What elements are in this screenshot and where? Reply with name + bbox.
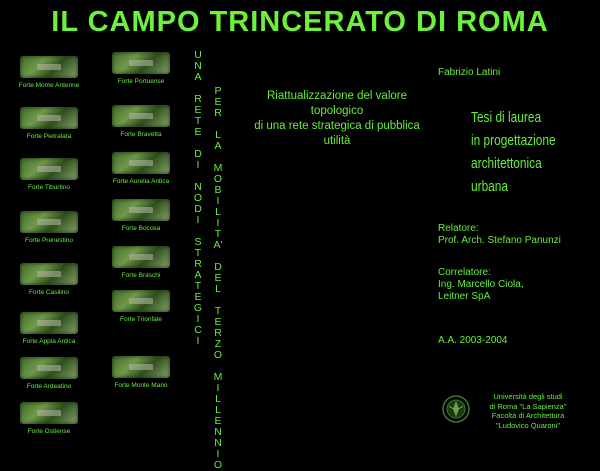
vertical-letter: D (214, 261, 222, 273)
fort-label: Forte Prenestino (24, 237, 74, 244)
vertical-letter: U (194, 49, 202, 61)
fort-label: Forte Casilino (28, 289, 70, 296)
relatore-block (438, 223, 561, 247)
university-line-2: di Roma "La Sapienza" (489, 401, 567, 411)
fort-aerial-photo (20, 107, 78, 129)
thesis-line-3: architettonica (471, 156, 542, 172)
author-name: Fabrizio Latini (438, 67, 501, 78)
fort-label: Forte Trionfale (120, 316, 162, 323)
vertical-letter: T (214, 228, 222, 240)
vertical-letter: Z (214, 338, 222, 350)
vertical-letter: O (213, 173, 223, 185)
vertical-letter: I (216, 382, 220, 394)
vertical-letter: A' (213, 239, 223, 251)
vertical-letter: C (194, 324, 202, 336)
fort-label: Forte Braschi (121, 272, 161, 279)
fort-item (6, 158, 92, 191)
fort-aerial-photo (20, 158, 78, 180)
vertical-text-mobilita (211, 86, 225, 471)
vertical-letter: T (194, 115, 202, 127)
vertical-letter: E (214, 316, 222, 328)
relatore-name: Prof. Arch. Stefano Panunzi (438, 235, 561, 246)
correlatore-line-2: Leitner SpA (438, 291, 491, 302)
fort-aerial-photo (112, 356, 170, 378)
fort-item (6, 56, 92, 89)
vertical-letter: L (215, 206, 221, 218)
vertical-letter: I (196, 335, 200, 347)
vertical-letter: A (194, 71, 202, 83)
thesis-line-4: urbana (471, 179, 509, 195)
fort-label: Forte Aurelia Antica (112, 178, 170, 185)
academic-year: A.A. 2003-2004 (438, 335, 508, 346)
fort-label: Forte Boccea (121, 225, 161, 232)
fort-label: Forte Bravetta (120, 131, 162, 138)
vertical-letter: A (194, 269, 202, 281)
vertical-letter: M (213, 371, 223, 383)
vertical-letter: E (194, 291, 202, 303)
vertical-letter: E (194, 104, 202, 116)
vertical-letter: N (214, 426, 222, 438)
fort-item (6, 312, 92, 345)
fort-aerial-photo (20, 357, 78, 379)
university-info (478, 392, 578, 430)
vertical-letter: M (213, 162, 223, 174)
vertical-letter: D (194, 203, 202, 215)
vertical-letter: T (194, 247, 202, 259)
fort-aerial-photo (20, 312, 78, 334)
fort-label: Forte Monte Mario (114, 382, 168, 389)
vertical-letter: R (194, 258, 202, 270)
fort-aerial-photo (112, 246, 170, 268)
thesis-title (471, 107, 556, 199)
fort-item (6, 107, 92, 140)
fort-item (6, 263, 92, 296)
fort-label: Forte Ardeatino (26, 383, 72, 390)
relatore-heading: Relatore: (438, 223, 479, 234)
vertical-letter: S (194, 236, 202, 248)
fort-aerial-photo (112, 52, 170, 74)
fort-label: Forte Appia Antica (22, 338, 76, 345)
fort-label: Forte Monte Antenne (18, 82, 80, 89)
subtitle (242, 89, 432, 149)
vertical-letter: O (213, 459, 223, 471)
vertical-letter: I (196, 313, 200, 325)
vertical-letter: L (215, 129, 221, 141)
vertical-letter: R (214, 327, 222, 339)
correlatore-line-1: Ing. Marcello Ciola, (438, 279, 524, 290)
fort-item (98, 199, 184, 232)
fort-aerial-photo (112, 290, 170, 312)
university-line-3: Facoltà di Architettura (491, 411, 565, 420)
vertical-letter: R (194, 93, 202, 105)
thesis-line-1: Tesi di laurea (471, 110, 542, 126)
vertical-letter: E (214, 96, 222, 108)
vertical-letter: B (214, 184, 222, 196)
vertical-letter: E (214, 272, 222, 284)
fort-item (6, 357, 92, 390)
fort-aerial-photo (20, 56, 78, 78)
vertical-letter: D (194, 148, 202, 160)
fort-aerial-photo (20, 263, 78, 285)
vertical-letter: P (214, 85, 222, 97)
vertical-letter: R (214, 107, 222, 119)
fort-item (6, 211, 92, 244)
university-line-1: Università degli studi (493, 392, 563, 401)
vertical-text-rete (191, 50, 205, 347)
fort-aerial-photo (20, 211, 78, 233)
correlatore-heading: Correlatore: (438, 267, 491, 278)
vertical-letter: L (215, 393, 221, 405)
vertical-letter: N (194, 181, 202, 193)
fort-label: Forte Pietralata (26, 133, 72, 140)
fort-label: Forte Tiburtino (28, 184, 70, 191)
fort-label: Forte Portuense (117, 78, 165, 85)
vertical-letter: E (214, 415, 222, 427)
vertical-letter: L (215, 283, 221, 295)
vertical-letter: E (194, 126, 202, 138)
vertical-letter: L (215, 404, 221, 416)
vertical-letter: I (216, 217, 220, 229)
thesis-line-2: in progettazione (471, 133, 556, 149)
correlatore-block (438, 267, 524, 303)
fort-item (98, 152, 184, 185)
vertical-letter: I (216, 448, 220, 460)
vertical-letter: I (196, 159, 200, 171)
university-line-4: "Ludovico Quaroni" (495, 420, 561, 430)
fort-label: Forte Ostiense (27, 428, 71, 435)
fort-item (98, 52, 184, 85)
fort-item (98, 290, 184, 323)
vertical-letter: O (193, 192, 203, 204)
fort-item (98, 246, 184, 279)
vertical-letter: N (194, 60, 202, 72)
fort-item (98, 356, 184, 389)
university-seal-icon (441, 394, 471, 424)
fort-item (98, 105, 184, 138)
fort-item (6, 402, 92, 435)
vertical-letter: I (216, 195, 220, 207)
vertical-letter: O (213, 349, 223, 361)
fort-aerial-photo (112, 199, 170, 221)
vertical-letter: I (196, 214, 200, 226)
vertical-letter: T (194, 280, 202, 292)
fort-aerial-photo (20, 402, 78, 424)
subtitle-line-1: Riattualizzazione del valore topologico (267, 90, 407, 117)
page-title: IL CAMPO TRINCERATO DI ROMA (51, 6, 549, 38)
fort-aerial-photo (112, 105, 170, 127)
subtitle-line-2: di una rete strategica di pubblica utilità (254, 120, 420, 147)
vertical-letter: G (193, 302, 203, 314)
vertical-letter: T (214, 305, 222, 317)
vertical-letter: A (214, 140, 222, 152)
vertical-letter: N (214, 437, 222, 449)
fort-aerial-photo (112, 152, 170, 174)
